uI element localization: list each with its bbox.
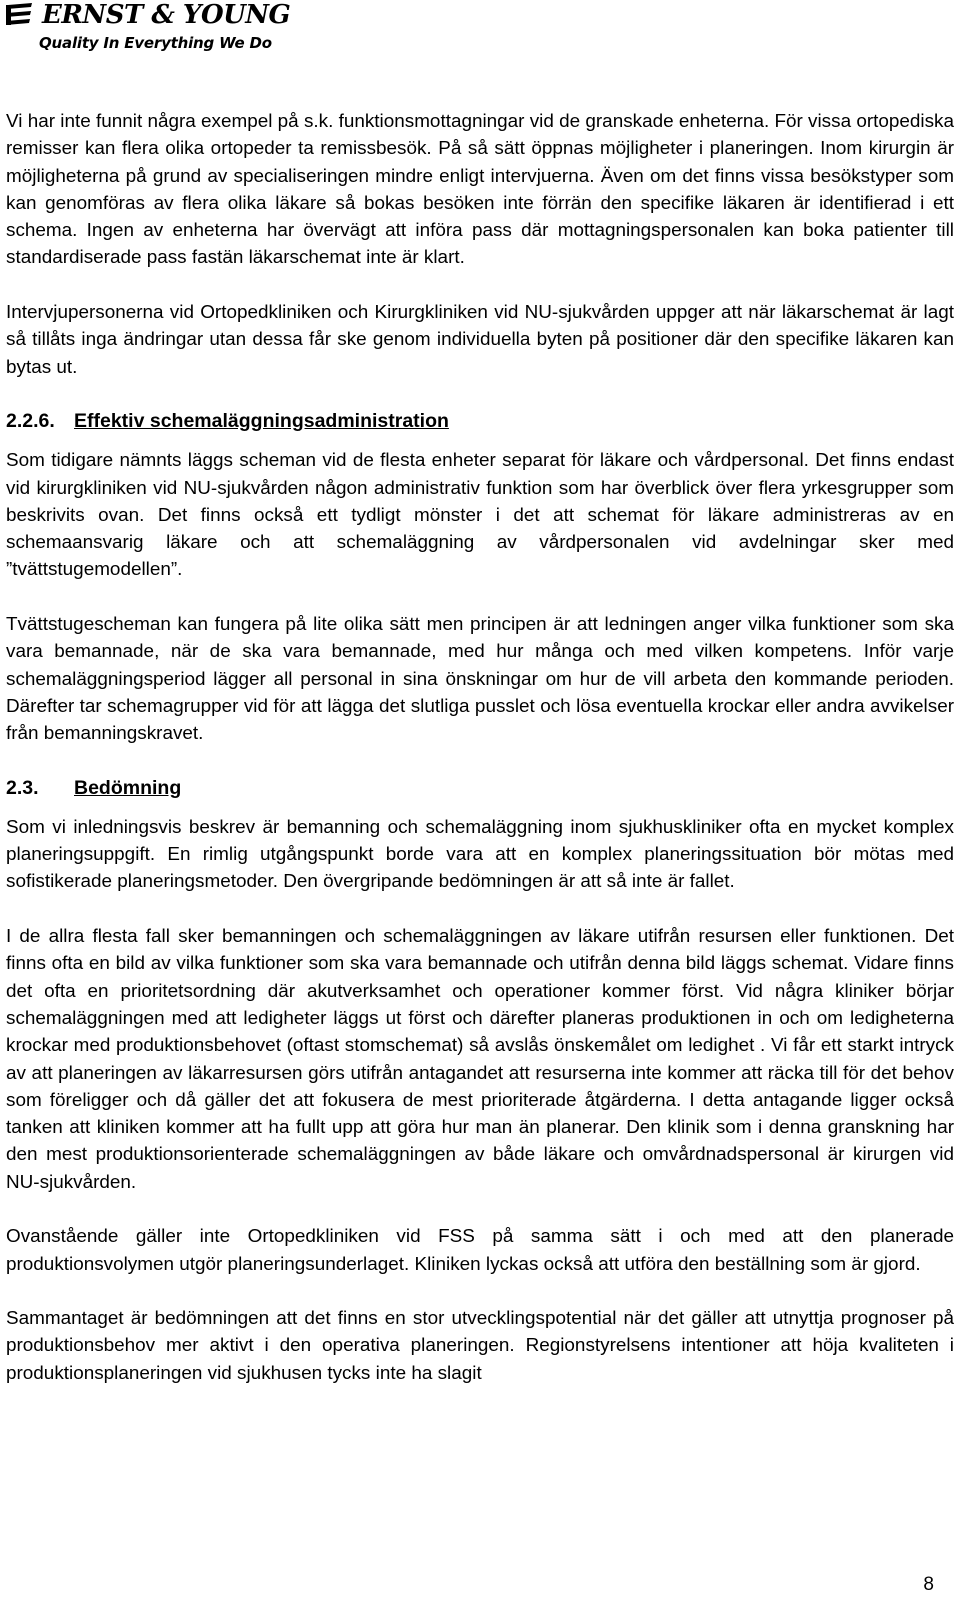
paragraph: I de allra flesta fall sker bemanningen och schemaläggningen av läkare utifrån resursen eller funktionen. Det finns ofta en bild av vilka funktioner som ska vara bemannade och utifrån denna bild läggs schemat. Vidare finns det ofta en prioritetsordning där akutverksamhet och operationer kommer först. Vid några kliniker börjar schemaläggningen med att ledigheter läggs ut först och därefter planeras produktionen in och om ledigheterna krockar med produktionsbehovet (oftast stomschemat) så avslås önskemålet om ledighet . Vi får ett starkt intryck av att planeringen av läkarresursen görs utifrån antagandet att resurserna inte kommer att räcka till för det behov som föreligger och då gäller det att fokusera de mest prioriterade åtgärderna. I detta antagande ligger också tanken att kliniken kommer att ha fullt upp att göra hur man än planerar. Den klinik som i denna granskning har den mest produktionsorienterade schemaläggningen av både läkare och omvårdnadspersonal är kirurgen vid NU-sjukvården. (6, 926, 954, 1193)
section-heading (6, 775, 954, 801)
page-number: 8 (923, 1574, 934, 1595)
ernst-young-logo-mark-icon (6, 3, 34, 27)
paragraph: Som tidigare nämnts läggs scheman vid de flesta enheter separat för läkare och vårdpersonal. Det finns endast vid kirurgkliniken vid NU-sjukvården någon administrativ funktion som har överblick över flera yrkesgrupper som beskrivits ovan. Det finns också ett tydligt mönster i det att schemat för läkare administreras av en schemaansvarig läkare och att schemaläggning av vårdpersonalen vid avdelningar sker med ”tvättstugemodellen”. (6, 450, 954, 581)
paragraph: Som vi inledningsvis beskrev är bemanning och schemaläggning inom sjukhuskliniker ofta en mycket komplex planeringsuppgift. En rimlig utgångspunkt borde vara att en komplex planeringssituation bör mötas med sofistikerade planeringsmetoder. Den övergripande bedömningen är att så inte är fallet. (6, 816, 954, 893)
logo-row (6, 2, 290, 28)
section-number: 2.3. (6, 776, 39, 799)
section-number: 2.2.6. (6, 410, 55, 433)
paragraph: Tvättstugescheman kan fungera på lite olika sätt men principen är att ledningen anger vilka funktioner som ska vara bemannade, när de ska vara bemannade, med hur många och med vilken kompetens. Inför varje schemaläggningsperiod lägger all personal in sina önskningar om hur de vill arbeta den kommande perioden. Därefter tar schemagrupper vid för att lägga det slutliga pusslet och lösa eventuella krockar eller andra avvikelser från bemanningskravet. (6, 614, 954, 745)
paragraph: Sammantaget är bedömningen att det finns en stor utvecklingspotential när det gäller att utnyttja prognoser på produktionsbehov mer aktivt i den operativa planeringen. Regionstyrelsens intentioner att höja kvaliteten i produktionsplaneringen vid sjukhusen tycks inte ha slagit (6, 1308, 954, 1384)
company-name: ERNST & YOUNG (42, 0, 291, 30)
company-tagline: Quality In Everything We Do (39, 34, 272, 52)
company-logo (6, 2, 290, 52)
paragraph: Ovanstående gäller inte Ortopedkliniken vid FSS på samma sätt i och med att den planerade produktionsvolymen utgör planeringsunderlaget. Kliniken lyckas också att utföra den beställning som är gjord. (6, 1226, 954, 1275)
section-title: Bedömning (74, 776, 182, 799)
section-title: Effektiv schemaläggningsadministration (74, 410, 449, 433)
document-body (6, 108, 954, 1414)
section-heading (6, 408, 954, 434)
paragraph: Intervjupersonerna vid Ortopedkliniken och Kirurgkliniken vid NU-sjukvården uppger att när läkarschemat är lagt så tillåts inga ändringar utan dessa får ske genom individuella byten på positioner där den specifike läkaren kan bytas ut. (6, 302, 954, 378)
paragraph: Vi har inte funnit några exempel på s.k. funktionsmottagningar vid de granskade enheterna. För vissa ortopediska remisser kan flera olika ortopeder ta remissbesök. På så sätt öppnas möjligheter i planeringen. Inom kirurgin är möjligheterna på grund av specialiseringen mindre enligt intervjuerna. Även om det finns vissa besökstyper som kan genomföras av flera olika läkare så bokas besöken inte förrän den specifike läkaren är identifierad i ett schema. Ingen av enheterna har övervägt att införa pass där mottagningspersonalen kan boka patienter till standardiserade pass fastän läkarschemat inte är klart. (6, 111, 954, 269)
